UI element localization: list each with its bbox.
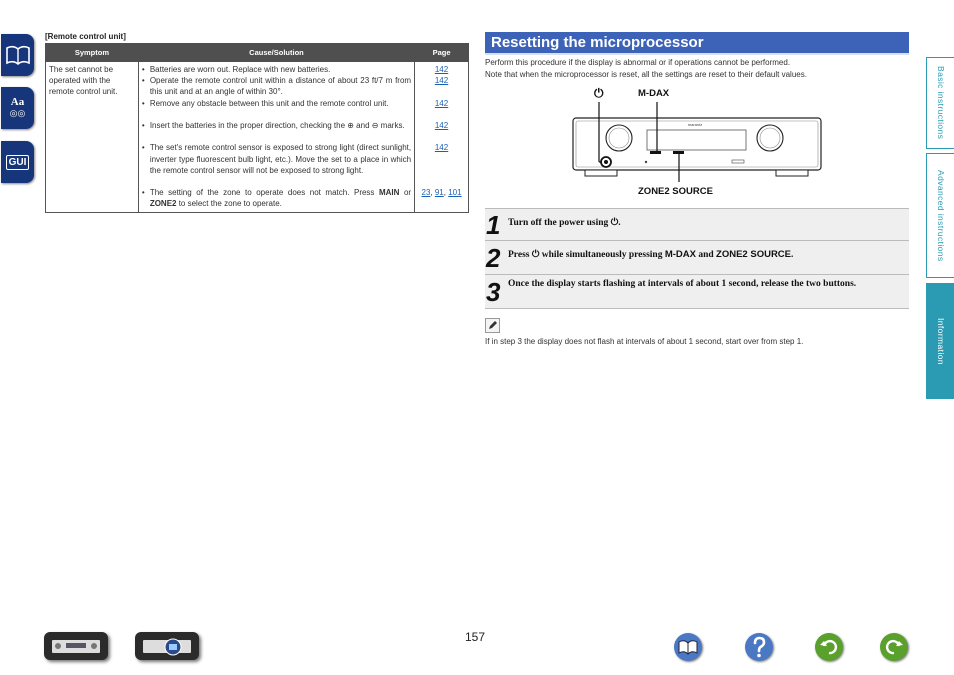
- main-key: MAIN: [378, 188, 400, 198]
- contents-icon[interactable]: [1, 34, 34, 76]
- page-link[interactable]: 142: [434, 98, 449, 108]
- power-symbol-label: ⏻: [594, 86, 604, 100]
- page-cell: 142 142 142 142 142 23, 91, 101: [415, 62, 469, 213]
- page-link[interactable]: 142: [434, 120, 449, 130]
- power-icon: ⏻: [531, 249, 540, 260]
- brand-logo: marantz: [687, 122, 703, 127]
- mdax-label: M-DAX: [638, 88, 670, 99]
- header-page: Page: [415, 44, 469, 62]
- header-symptom: Symptom: [46, 44, 139, 62]
- back-icon[interactable]: [815, 633, 843, 661]
- table-row: [46, 62, 469, 213]
- page-link[interactable]: 142: [434, 65, 449, 74]
- zone2-key: ZONE2: [149, 199, 177, 209]
- cause-item: • The set's remote control sensor is exposed to strong light (direct sunlight, inverter type fluorescent bulb light, etc.). Move the set to a place in which the remote control sensor will not be exposed to strong light.: [141, 143, 412, 175]
- cause-item: • Operate the remote control unit within a distance of about 23 ft/7 m from this unit and at an angle of within 30°.: [141, 76, 412, 97]
- pencil-icon: [485, 318, 500, 333]
- step-2: 2 Press ⏻ while simultaneously pressing M-DAX and ZONE2 SOURCE.: [485, 240, 909, 274]
- help-icon[interactable]: [745, 633, 773, 661]
- gui-icon[interactable]: [1, 141, 34, 183]
- section-intro: Perform this procedure if the display is abnormal or if operations cannot be performed. Note that when the microprocessor is reset, all the settings are reset to their default values.: [485, 58, 807, 79]
- contents-book-icon[interactable]: [674, 633, 702, 661]
- table-header-row: [46, 44, 469, 62]
- step-3: 3 Once the display starts flashing at intervals of about 1 second, release the two buttons.: [485, 274, 909, 309]
- cause-item: • Insert the batteries in the proper direction, checking the ⊕ and ⊖ marks.: [141, 120, 405, 130]
- cause-item: • The setting of the zone to operate does not match. Press MAIN or ZONE2 to select the zone to operate.: [141, 188, 412, 209]
- front-panel-icon[interactable]: [44, 632, 108, 660]
- step-number: 2: [486, 243, 501, 273]
- power-icon: ⏻: [610, 217, 619, 228]
- mdax-key: M-DAX: [664, 249, 696, 260]
- cause-item: • Remove any obstacle between this unit and the remote control unit.: [141, 98, 389, 108]
- tab-basic-instructions[interactable]: Basic instructions: [926, 57, 954, 149]
- page-link[interactable]: 101: [448, 188, 462, 198]
- cause-cell: [138, 62, 414, 213]
- forward-icon[interactable]: [880, 633, 908, 661]
- table-title: [Remote control unit]: [45, 32, 126, 41]
- page-number: 157: [465, 630, 486, 644]
- page-link[interactable]: 23: [421, 188, 431, 198]
- step-number: 1: [486, 210, 501, 240]
- tab-information[interactable]: Information: [926, 283, 954, 399]
- tab-advanced-instructions[interactable]: Advanced instructions: [926, 153, 954, 278]
- step-number: 3: [486, 277, 501, 307]
- troubleshooting-table: [45, 43, 469, 213]
- symptom-cell: The set cannot be operated with the remote control unit.: [46, 62, 139, 213]
- remote-control-icon[interactable]: [135, 632, 199, 660]
- gui-icon-label: GUI: [6, 155, 30, 170]
- zone2-source-label: ZONE2 SOURCE: [638, 186, 713, 197]
- cause-item: • Batteries are worn out. Replace with new batteries.: [141, 65, 331, 74]
- note-text: If in step 3 the display does not flash at intervals of about 1 second, start over from step 1.: [485, 337, 804, 346]
- index-icon[interactable]: Aa ◎◎: [1, 87, 34, 129]
- section-title: Resetting the microprocessor: [485, 32, 909, 55]
- page-link[interactable]: 142: [434, 143, 449, 153]
- zone2-source-key: ZONE2 SOURCE: [716, 249, 792, 260]
- step-1: 1 Turn off the power using ⏻.: [485, 208, 909, 240]
- page-link[interactable]: 91: [434, 188, 444, 198]
- front-panel-illustration: [570, 96, 825, 182]
- header-cause: Cause/Solution: [138, 44, 414, 62]
- page-link[interactable]: 142: [434, 76, 449, 86]
